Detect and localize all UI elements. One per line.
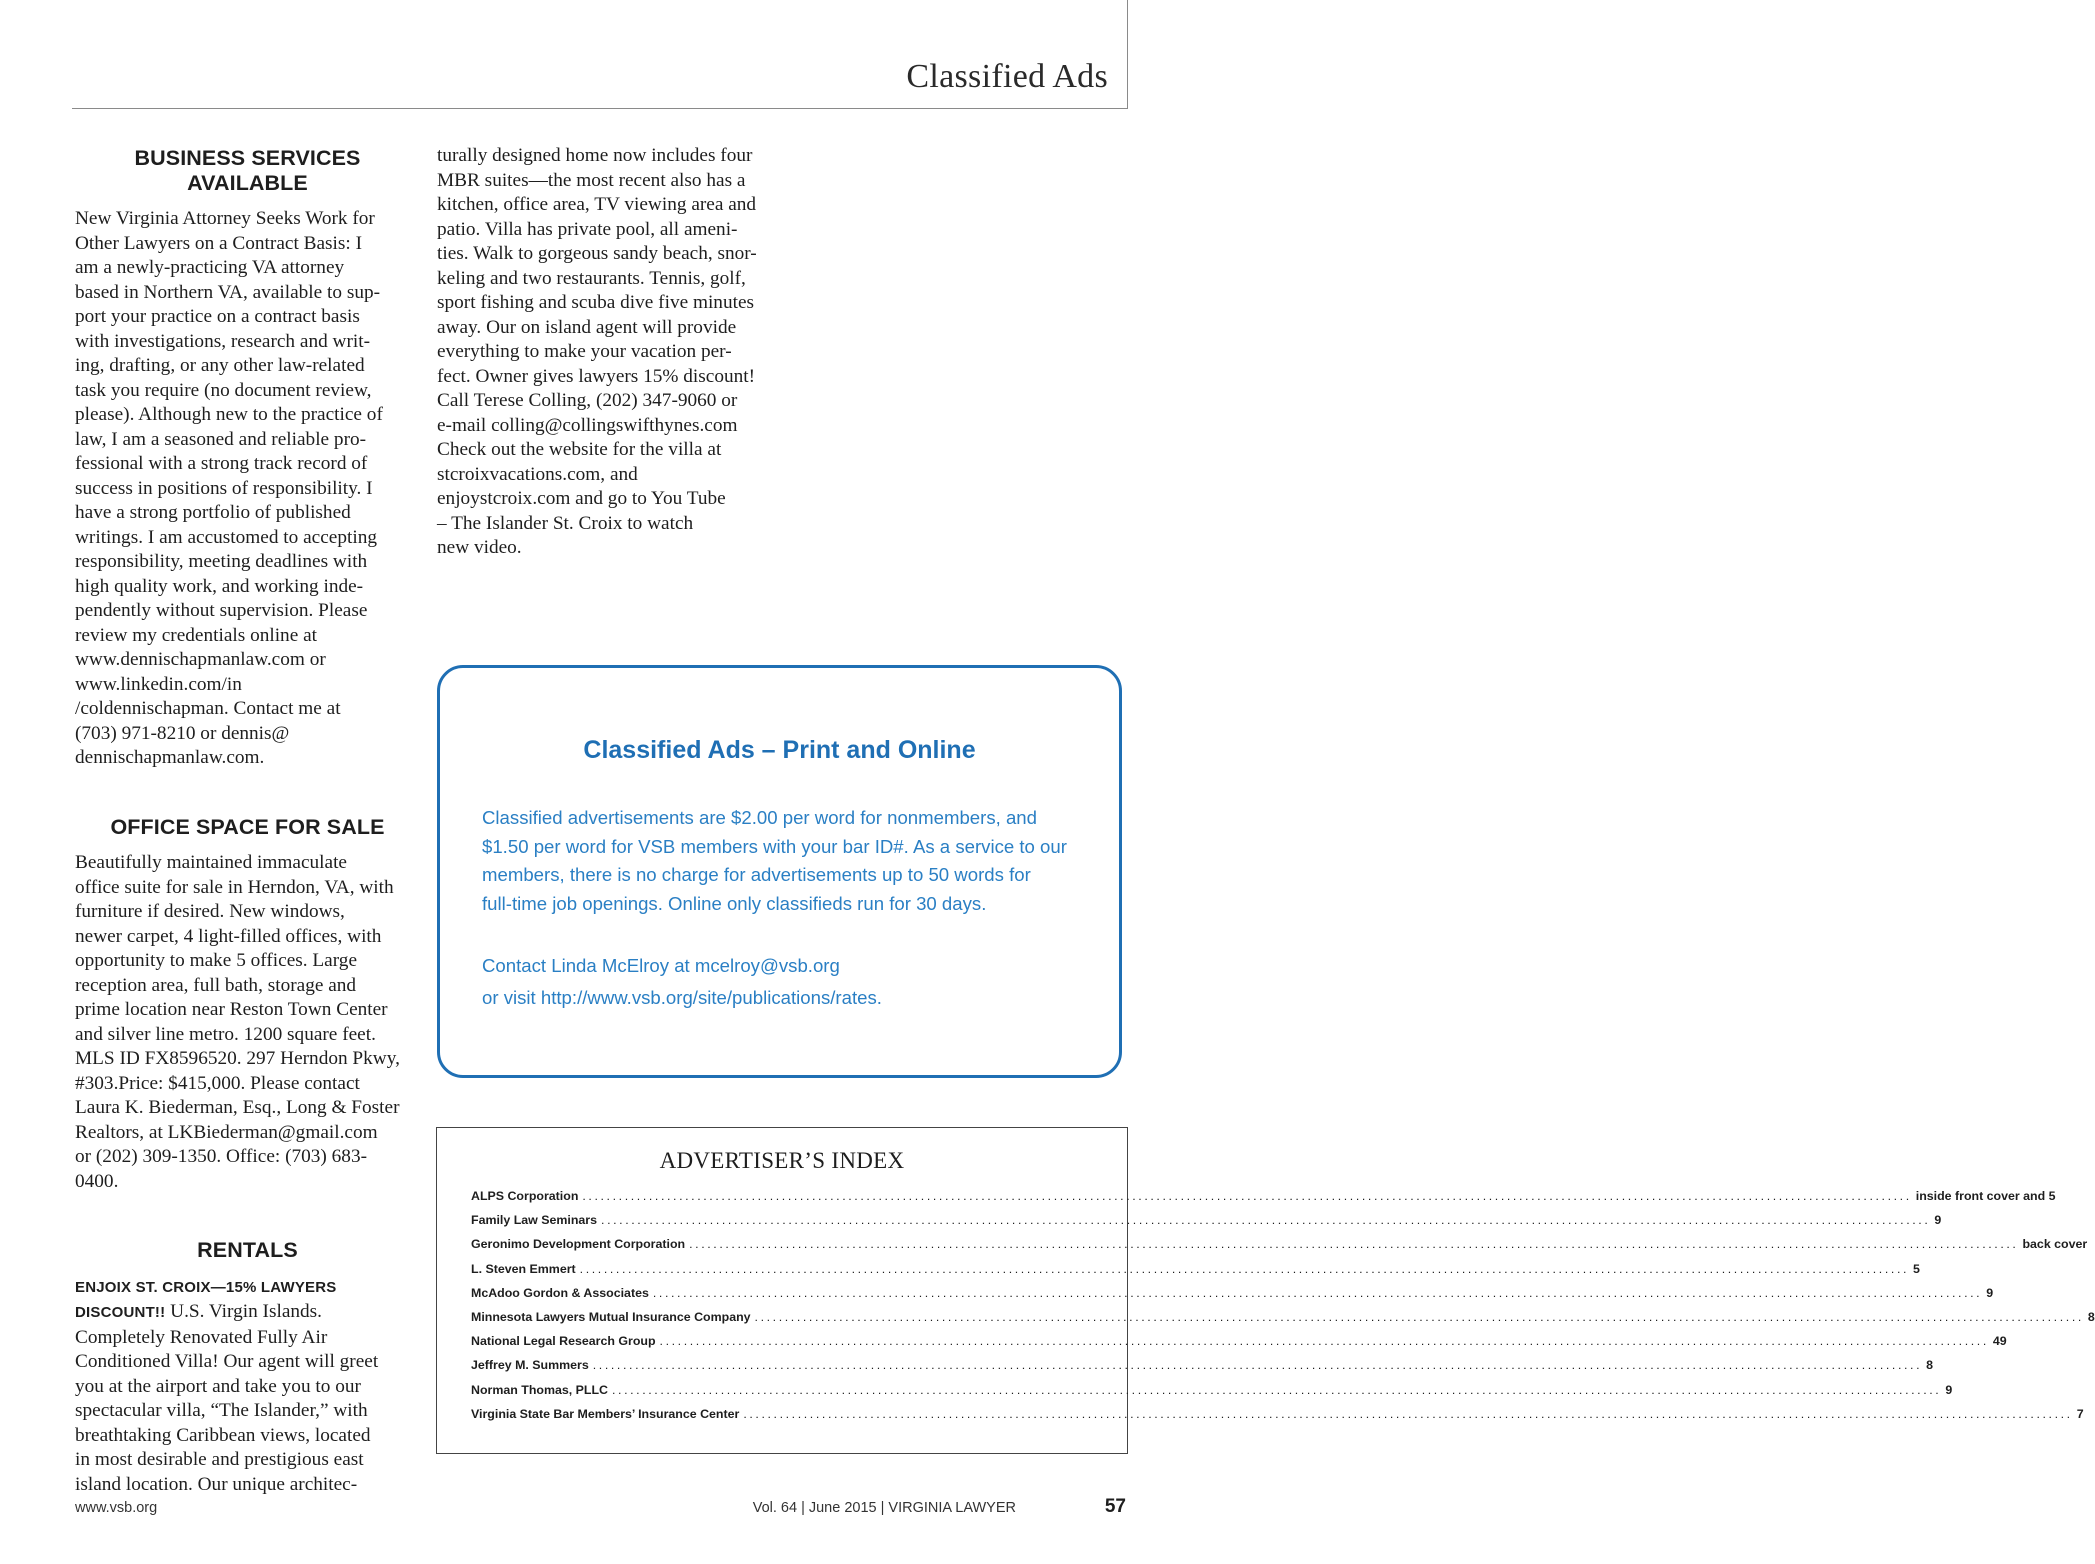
rentals-continued-line: turally designed home now includes four — [437, 145, 753, 166]
business-services-line: with investigations, research and writ- — [75, 330, 371, 352]
section-title: Classified Ads — [906, 58, 1108, 95]
header-vertical-rule — [1127, 0, 1128, 109]
advertiser-page: 7 — [2076, 1406, 2084, 1421]
rentals-continued-line: patio. Villa has private pool, all ameni- — [437, 218, 738, 240]
business-services-line: success in positions of responsibility. I — [75, 477, 373, 499]
dot-leader: ............................................................................................................................................................................................................................ — [582, 1189, 1912, 1203]
advertiser-index-row — [471, 1406, 2084, 1431]
dot-leader: ............................................................................................................................................................................................................................ — [754, 1309, 2084, 1324]
office-space-line: Realtors, at LKBiederman@gmail.com — [75, 1121, 378, 1143]
middle-column — [437, 144, 782, 561]
rentals-lead-line — [75, 1275, 420, 1301]
classified-ads-info-box — [437, 665, 1122, 1078]
business-services-line: task you require (no document review, — [75, 379, 372, 401]
rentals-continued-line: away. Our on island agent will provide — [437, 316, 737, 338]
business-services-line: port your practice on a contract basis — [75, 306, 360, 327]
office-space-line: Beautifully maintained immaculate — [75, 852, 347, 873]
business-services-line: high quality work, and working inde- — [75, 575, 364, 597]
office-space-heading: OFFICE SPACE FOR SALE — [110, 814, 385, 839]
advertiser-page: inside front cover and 5 — [1915, 1189, 2056, 1203]
advertiser-name: National Legal Research Group — [471, 1334, 656, 1349]
office-space-line: reception area, full bath, storage and — [75, 974, 357, 996]
rentals-continued-line: new video. — [437, 537, 522, 558]
rentals-line: in most desirable and prestigious east — [75, 1449, 364, 1470]
advertiser-index-row — [471, 1382, 1953, 1407]
rentals-line: spectacular villa, “The Islander,” with — [75, 1400, 368, 1421]
rentals-line: you at the airport and take you to our — [75, 1375, 361, 1397]
rentals-line: Conditioned Villa! Our agent will greet — [75, 1351, 379, 1372]
rentals-continued-line: keling and two restaurants. Tennis, golf, — [437, 267, 746, 289]
advertisers-index-list — [471, 1189, 2095, 1431]
advertiser-index-row — [471, 1358, 1934, 1382]
business-services-line: fessional with a strong track record of — [75, 453, 368, 474]
business-services-line: New Virginia Attorney Seeks Work for — [75, 208, 375, 229]
office-space-line: 0400. — [75, 1170, 119, 1192]
office-space-line: MLS ID FX8596520. 297 Herndon Pkwy, — [75, 1048, 400, 1069]
advertiser-page: 8 — [1926, 1358, 1934, 1373]
business-services-heading: BUSINESS SERVICES AVAILABLE — [134, 146, 361, 195]
rentals-continued-line: stcroixvacations.com, and — [437, 463, 638, 485]
advertiser-page: 9 — [1986, 1285, 1994, 1300]
advertiser-name: L. Steven Emmert — [471, 1261, 576, 1276]
rentals-ad-continued — [437, 144, 782, 561]
business-services-line: law, I am a seasoned and reliable pro- — [75, 428, 367, 450]
advertiser-page: 9 — [1934, 1213, 1942, 1228]
rentals-continued-line: MBR suites—the most recent also has a — [437, 169, 746, 191]
header-rule — [72, 108, 1128, 109]
office-space-line: office suite for sale in Herndon, VA, with — [75, 876, 394, 898]
advertiser-index-row — [471, 1334, 2007, 1358]
promo-rates-text — [482, 804, 1092, 918]
business-services-line: responsibility, meeting deadlines with — [75, 551, 368, 572]
advertiser-index-row — [471, 1189, 2056, 1213]
business-services-line: please). Although new to the practice of — [75, 404, 383, 425]
office-space-line: opportunity to make 5 offices. Large — [75, 950, 358, 971]
rentals-continued-line: fect. Owner gives lawyers 15% discount! — [437, 365, 756, 387]
rentals-continued-line: – The Islander St. Croix to watch — [437, 512, 694, 534]
rentals-line: Completely Renovated Fully Air — [75, 1326, 328, 1348]
office-space-line: Laura K. Biederman, Esq., Long & Foster — [75, 1097, 400, 1118]
rentals-line: island location. Our unique architec- — [75, 1473, 358, 1495]
advertiser-page: 49 — [1992, 1334, 2007, 1349]
advertiser-page: 8 — [2087, 1309, 2095, 1324]
rentals-continued-line: everything to make your vacation per- — [437, 341, 732, 362]
business-services-line: pendently without supervision. Please — [75, 600, 368, 621]
promo-rates-line: Classified advertisements are $2.00 per word for nonmembers, and — [482, 807, 1037, 828]
advertiser-name: Minnesota Lawyers Mutual Insurance Company — [471, 1309, 751, 1324]
advertiser-index-row — [471, 1213, 1942, 1237]
advertiser-name: Jeffrey M. Summers — [471, 1358, 589, 1373]
advertiser-index-row — [471, 1237, 2088, 1261]
business-services-line: /coldennischapman. Contact me at — [75, 698, 341, 719]
rentals-continued-line: ties. Walk to gorgeous sandy beach, snor- — [437, 243, 757, 264]
advertiser-name: Virginia State Bar Members’ Insurance Center — [471, 1406, 740, 1421]
business-services-line: Other Lawyers on a Contract Basis: I — [75, 232, 362, 254]
dot-leader: ............................................................................................................................................................................................................................ — [592, 1358, 1923, 1373]
advertisers-index-box — [436, 1127, 2095, 1454]
business-services-line: writings. I am accustomed to accepting — [75, 526, 377, 548]
advertiser-name: Family Law Seminars — [471, 1213, 598, 1228]
dot-leader: ............................................................................................................................................................................................................................ — [579, 1261, 1910, 1276]
advertiser-name: Norman Thomas, PLLC — [471, 1382, 608, 1397]
business-services-line: am a newly-practicing VA attorney — [75, 257, 345, 278]
advertiser-name: ALPS Corporation — [471, 1189, 579, 1203]
business-services-line: www.linkedin.com/in — [75, 673, 242, 695]
rentals-heading: RENTALS — [197, 1238, 298, 1262]
advertiser-page: 9 — [1945, 1382, 1953, 1397]
advertiser-page: 5 — [1913, 1261, 1920, 1276]
rentals-continued-line: enjoystcroix.com and go to You Tube — [437, 488, 726, 509]
left-column — [75, 144, 420, 1497]
rentals-continued-line: Call Terese Colling, (202) 347-9060 or — [437, 390, 738, 411]
rentals-continued-line: sport fishing and scuba dive five minutes — [437, 292, 755, 313]
advertiser-index-row — [471, 1261, 1920, 1286]
dot-leader: ............................................................................................................................................................................................................................ — [659, 1334, 1989, 1349]
dot-leader: ............................................................................................................................................................................................................................ — [601, 1213, 1931, 1228]
office-space-line: furniture if desired. New windows, — [75, 901, 345, 922]
rentals-ad — [75, 1275, 420, 1498]
advertiser-index-row — [471, 1309, 2095, 1334]
business-services-line: have a strong portfolio of published — [75, 502, 351, 523]
footer-url[interactable]: www.vsb.org — [75, 1500, 158, 1516]
rentals-line: breathtaking Caribbean views, located — [75, 1424, 371, 1446]
office-space-line: and silver line metro. 1200 square feet. — [75, 1023, 376, 1045]
advertiser-index-row — [471, 1285, 1994, 1310]
rentals-continued-line: Check out the website for the villa at — [437, 439, 722, 460]
promo-rates-line: full-time job openings. Online only classifieds run for 30 days. — [482, 892, 987, 914]
advertiser-page: back cover — [2022, 1237, 2088, 1252]
office-space-line: or (202) 309-1350. Office: (703) 683- — [75, 1146, 368, 1167]
advertisers-index-title: ADVERTISER’S INDEX — [659, 1148, 905, 1173]
office-space-line: #303.Price: $415,000. Please contact — [75, 1072, 360, 1094]
rentals-continued-line: kitchen, office area, TV viewing area and — [437, 194, 757, 215]
promo-contact-email[interactable]: Contact Linda McElroy at mcelroy@vsb.org — [482, 955, 840, 976]
business-services-line: ing, drafting, or any other law-related — [75, 355, 365, 376]
business-services-line: based in Northern VA, available to sup- — [75, 281, 381, 303]
advertiser-name: McAdoo Gordon & Associates — [471, 1285, 649, 1300]
dot-leader: ............................................................................................................................................................................................................................ — [612, 1382, 1942, 1397]
rentals-location: U.S. Virgin Islands. — [165, 1301, 323, 1322]
office-space-ad — [75, 851, 420, 1194]
business-services-line: review my credentials online at — [75, 624, 317, 646]
promo-title: Classified Ads – Print and Online — [583, 736, 976, 764]
rentals-lead-discount: DISCOUNT!! — [75, 1304, 166, 1321]
promo-contact — [482, 950, 1092, 1014]
office-space-line: prime location near Reston Town Center — [75, 999, 388, 1020]
dot-leader: ............................................................................................................................................................................................................................ — [652, 1285, 1983, 1300]
business-services-line: dennischapmanlaw.com. — [75, 747, 265, 768]
business-services-line: (703) 971-8210 or dennis@ — [75, 722, 290, 744]
business-services-line: www.dennischapmanlaw.com or — [75, 649, 326, 670]
advertiser-name: Geronimo Development Corporation — [471, 1237, 686, 1252]
rentals-continued-line: e-mail colling@collingswifthynes.com — [437, 414, 738, 436]
dot-leader: ............................................................................................................................................................................................................................ — [689, 1237, 2019, 1252]
rentals-lead-text: ENJOIX ST. CROIX—15% LAWYERS — [75, 1278, 337, 1296]
business-services-ad — [75, 207, 420, 771]
office-space-line: newer carpet, 4 light-filled offices, with — [75, 925, 382, 947]
page-number: 57 — [1104, 1496, 1126, 1517]
rentals-line-2 — [75, 1300, 420, 1326]
footer-issue-info: Vol. 64 | June 2015 | VIRGINIA LAWYER — [752, 1500, 1016, 1516]
promo-rates-line: $1.50 per word for VSB members with your bar ID#. As a service to our — [482, 835, 1067, 857]
promo-contact-url[interactable]: or visit http://www.vsb.org/site/publications/rates. — [482, 987, 882, 1008]
promo-rates-line: members, there is no charge for advertisements up to 50 words for — [482, 864, 1031, 885]
dot-leader: ............................................................................................................................................................................................................................ — [743, 1406, 2073, 1421]
